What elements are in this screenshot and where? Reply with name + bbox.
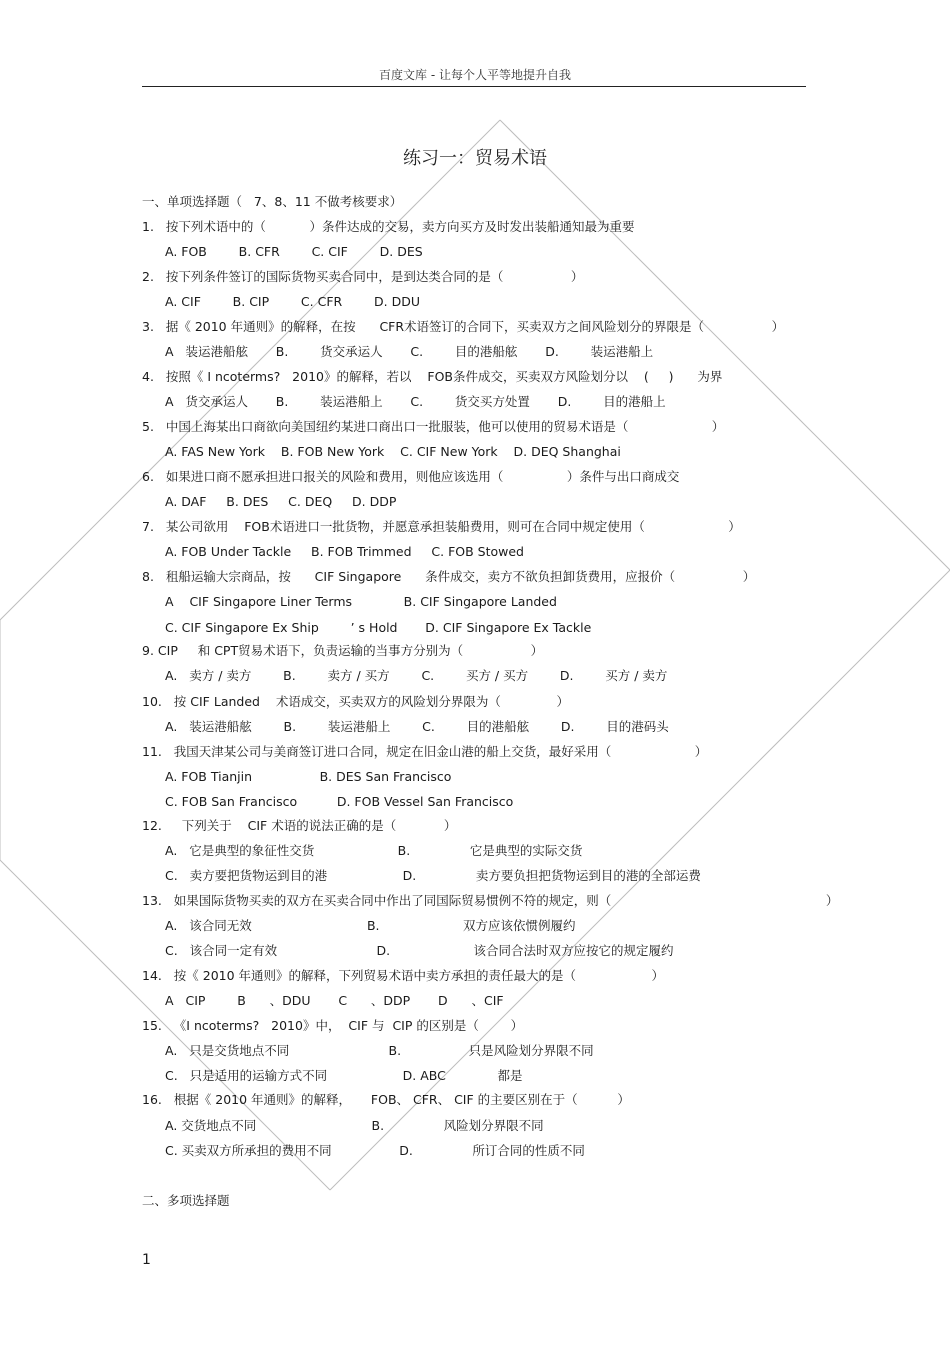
answer-options: C. 该合同一定有效 D. 该合同合法时双方应按它的规定履约 [165,943,674,958]
answer-options: C. FOB San Francisco D. FOB Vessel San Francisco [165,794,514,809]
question-text: 11. 我国天津某公司与美商签订进口合同，规定在旧金山港的船上交货，最好采用（ ） [142,744,708,759]
answer-options: A CIP B 、DDU C 、DDP D 、CIF [165,993,504,1008]
question-text: 3. 据《 2010 年通则》的解释，在按 CFR术语签订的合同下，买卖双方之间风险划分的界限是（ ） [142,319,785,334]
answer-options: A. 交货地点不同 B. 风险划分界限不同 [165,1118,544,1133]
question-text: 15. 《I ncoterms? 2010》中， CIF 与 CIP 的区别是（ ） [142,1018,524,1033]
question-text: 6. 如果进口商不愿承担进口报关的风险和费用，则他应该选用（ ）条件与出口商成交 [142,469,680,484]
question-text: 7. 某公司欲用 FOB术语进口一批货物，并愿意承担装船费用，则可在合同中规定使用（ ） [142,519,741,534]
question-text: 2. 按下列条件签订的国际货物买卖合同中，是到达类合同的是（ ） [142,269,584,284]
question-text: 5. 中国上海某出口商欲向美国纽约某进口商出口一批服装，他可以使用的贸易术语是（ ） [142,419,725,434]
page-number: 1 [142,1252,151,1268]
question-text: 12. 下列关于 CIF 术语的说法正确的是（ ） [142,818,457,833]
answer-options: A 装运港船舷 B. 货交承运人 C. 目的港船舷 D. 装运港船上 [165,344,654,359]
question-text: 16. 根据《 2010 年通则》的解释， FOB、 CFR、 CIF 的主要区别在于（ ） [142,1092,630,1107]
answer-options: A. 卖方 / 卖方 B. 卖方 / 买方 C. 买方 / 买方 D. 买方 / 卖方 [165,668,668,683]
answer-options: A. 该合同无效 B. 双方应该依惯例履约 [165,918,576,933]
answer-options: A. FOB Tianjin B. DES San Francisco [165,769,452,784]
question-text: 1. 按下列术语中的（ ）条件达成的交易，卖方向买方及时发出装船通知最为重要 [142,219,635,234]
answer-options: A. FAS New York B. FOB New York C. CIF New York D. DEQ Shanghai [165,444,621,459]
answer-options: A. DAF B. DES C. DEQ D. DDP [165,494,397,509]
answer-options: A. CIF B. CIP C. CFR D. DDU [165,294,420,309]
page-title: 练习一：贸易术语 [403,148,547,169]
answer-options: C. 卖方要把货物运到目的港 D. 卖方要负担把货物运到目的港的全部运费 [165,868,701,883]
question-text: 9. CIP 和 CPT贸易术语下，负责运输的当事方分别为（ ） [142,643,544,658]
answer-options: A 货交承运人 B. 装运港船上 C. 货交买方处置 D. 目的港船上 [165,394,666,409]
answer-options: A. 它是典型的象征性交货 B. 它是典型的实际交货 [165,843,583,858]
header-rule [142,86,806,87]
answer-options: C. CIF Singapore Ex Ship ’ s Hold D. CIF Singapore Ex Tackle [165,620,592,635]
answer-options: A. FOB Under Tackle B. FOB Trimmed C. FOB Stowed [165,544,524,559]
question-text: 10. 按 CIF Landed 术语成交，买卖双方的风险划分界限为（ ） [142,694,569,709]
answer-options: C. 只是适用的运输方式不同 D. ABC 都是 [165,1068,523,1083]
answer-options: A. FOB B. CFR C. CIF D. DES [165,244,423,259]
answer-options: A CIF Singapore Liner Terms B. CIF Singapore Landed [165,594,557,609]
section-heading-single-choice: 一、单项选择题（ 7、8、11 不做考核要求） [142,194,403,209]
section-heading-multi-choice: 二、多项选择题 [142,1193,230,1208]
question-text: 8. 租船运输大宗商品，按 CIF Singapore 条件成交，卖方不欲负担卸货费用，应报价（ ） [142,569,756,584]
answer-options: A. 只是交货地点不同 B. 只是风险划分界限不同 [165,1043,594,1058]
answer-options: C. 买卖双方所承担的费用不同 D. 所订合同的性质不同 [165,1143,585,1158]
question-text: 4. 按照《 I ncoterms? 2010》的解释，若以 FOB条件成交，买卖双方风险划分以 ( ) 为界 [142,369,723,384]
question-text: 13. 如果国际货物买卖的双方在买卖合同中作出了同国际贸易惯例不符的规定，则（ ） [142,893,839,908]
question-text: 14. 按《 2010 年通则》的解释，下列贸易术语中卖方承担的责任最大的是（ ） [142,968,665,983]
page-header: 百度文库 - 让每个人平等地提升自我 [379,68,571,82]
answer-options: A. 装运港船舷 B. 装运港船上 C. 目的港船舷 D. 目的港码头 [165,719,669,734]
